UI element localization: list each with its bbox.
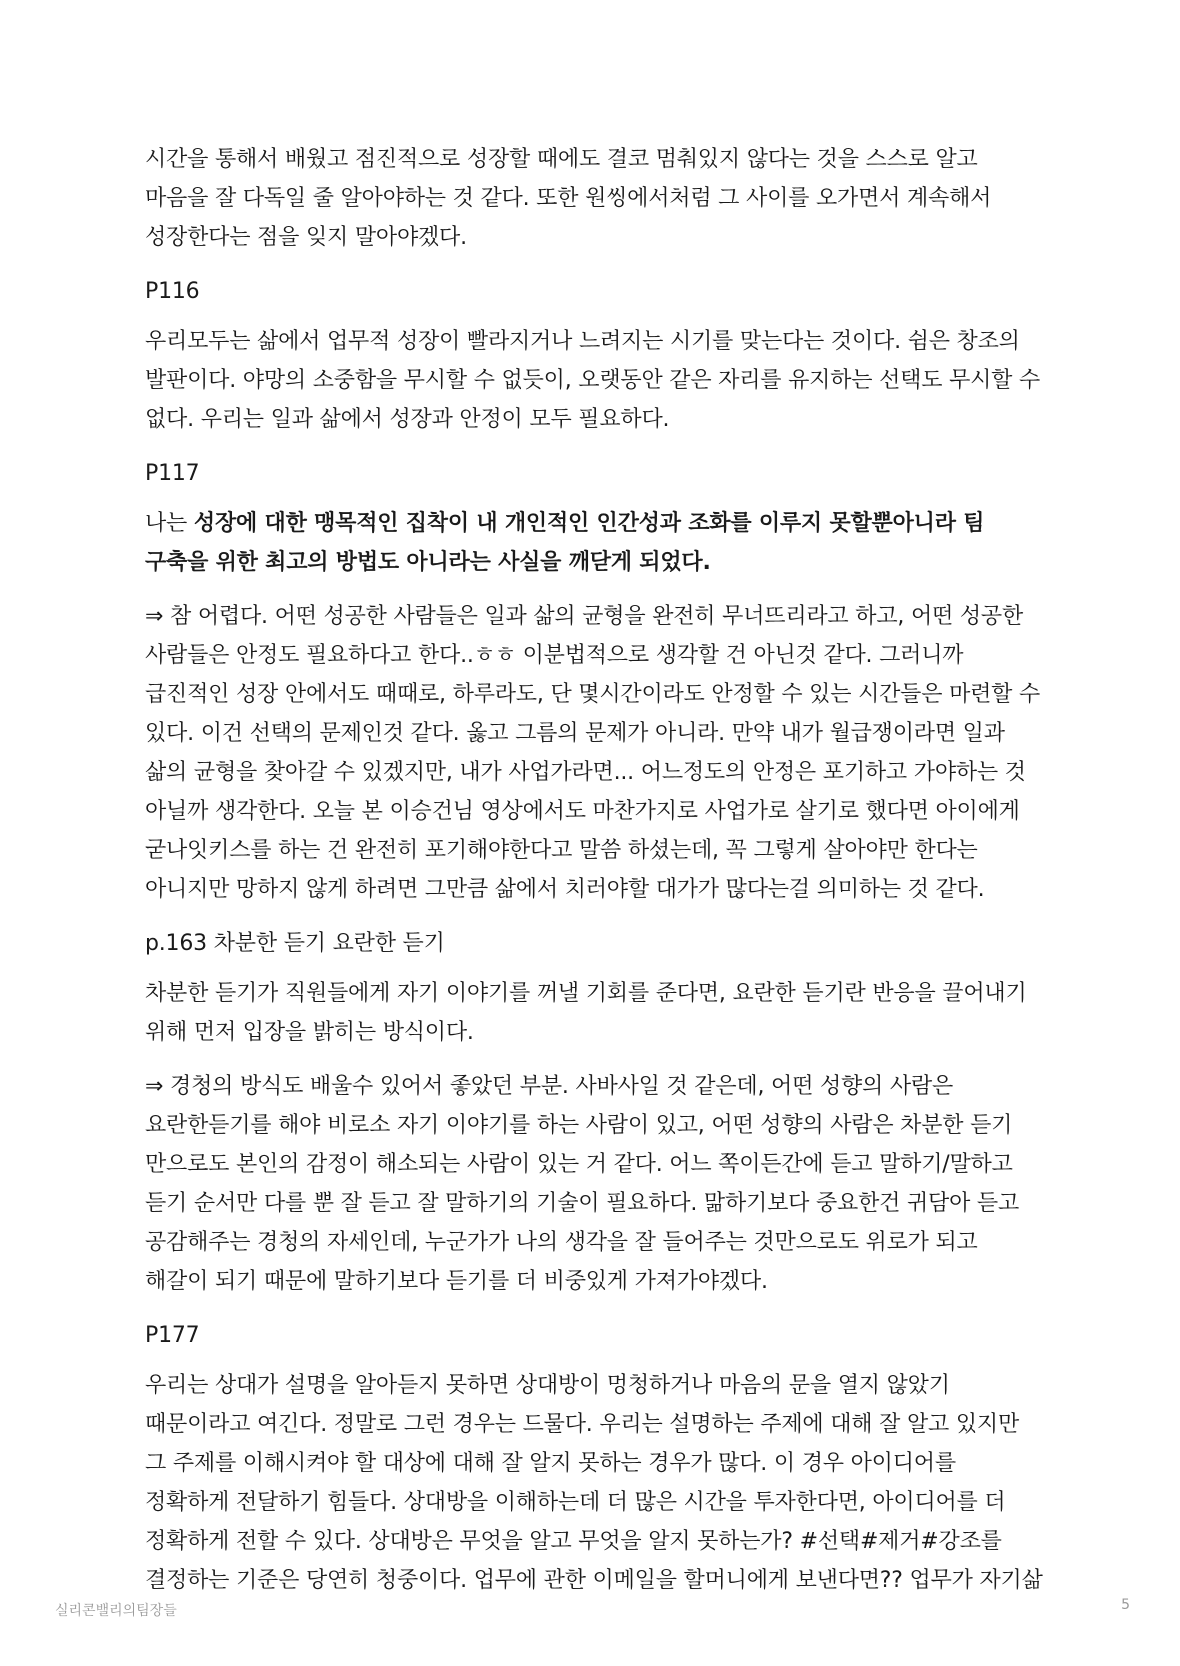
quote-paragraph: 차분한 듣기가 직원들에게 자기 이야기를 꺼낼 기회를 준다면, 요란한 듣기란 반응을 끌어내기 위해 먼저 입장을 밝히는 방식이다. bbox=[145, 981, 1027, 1045]
footer-book-title: 실리콘밸리의팀장들 bbox=[55, 1603, 177, 1619]
reflection-paragraph: ⇒ 참 어렵다. 어떤 성공한 사람들은 일과 삶의 균형을 완전히 무너뜨리라고 하고, 어떤 성공한 사람들은 안정도 필요하다고 한다..ㅎㅎ 이분법적으로 생각할 건 아닌것 같다. 그러니까 급진적인 성장 안에서도 때때로, 하루라도, 단 몇시간이라도 안정할 수 있는 시간들은 마련할 수 있다. 이건 선택의 문제인것 같다. 옳고 그름의 문제가 아니라. 만약 내가 월급쟁이라면 일과 삶의 균형을 찾아갈 수 있겠지만, 내가 사업가라면... 어느정도의 안정은 포기하고 가야하는 것 아닐까 생각한다. 오늘 본 이승건님 영상에서도 마찬가지로 사업가로 살기로 했다면 아이에게 굳나잇키스를 하는 건 완전히 포기해야한다고 말씀 하셨는데, 꼭 그렇게 살아야만 한다는 아니지만 망하지 않게 하려면 그만큼 삶에서 치러야할 대가가 많다는걸 의미하는 것 같다. bbox=[145, 604, 1041, 902]
paragraph: 시간을 통해서 배웠고 점진적으로 성장할 때에도 결코 멈춰있지 않다는 것을 스스로 알고 마음을 잘 다독일 줄 알아야하는 것 같다. 또한 원씽에서처럼 그 사이를 오가면서 계속해서 성장한다는 점을 잊지 말아야겠다. bbox=[145, 147, 992, 250]
page-reference-heading: p.163 차분한 듣기 요란한 듣기 bbox=[145, 931, 445, 956]
bold-quote: 성장에 대한 맹목적인 집착이 내 개인적인 인간성과 조화를 이루지 못할뿐아니라 팀 구축을 위한 최고의 방법도 아니라는 사실을 깨닫게 되었다. bbox=[145, 511, 985, 575]
quote-prefix: 나는 bbox=[145, 511, 194, 536]
document-body bbox=[145, 140, 1045, 1615]
reflection-paragraph: ⇒ 경청의 방식도 배울수 있어서 좋았던 부분. 사바사일 것 같은데, 어떤 성향의 사람은 요란한듣기를 해야 비로소 자기 이야기를 하는 사람이 있고, 어떤 성향의 사람은 차분한 듣기 만으로도 본인의 감정이 해소되는 사람이 있는 거 같다. 어느 쪽이든간에 듣고 말하기/말하고 듣기 순서만 다를 뿐 잘 듣고 잘 말하기의 기술이 필요하다. 맒하기보다 중요한건 귀담아 듣고 공감해주는 경청의 자세인데, 누군가가 나의 생각을 잘 들어주는 것만으로도 위로가 되고 해갈이 되기 때문에 말하기보다 듣기를 더 비중있게 가져가야겠다. bbox=[145, 1074, 1020, 1294]
quote-paragraph: 우리모두는 삶에서 업무적 성장이 빨라지거나 느려지는 시기를 맞는다는 것이다. 쉼은 창조의 발판이다. 야망의 소중함을 무시할 수 없듯이, 오랫동안 같은 자리를 유지하는 선택도 무시할 수 없다. 우리는 일과 삶에서 성장과 안정이 모두 필요하다. bbox=[145, 329, 1041, 432]
page-reference-heading: P116 bbox=[145, 279, 200, 304]
page-reference-heading: P177 bbox=[145, 1323, 200, 1348]
page-reference-heading: P117 bbox=[145, 461, 200, 486]
quote-paragraph: 우리는 상대가 설명을 알아듣지 못하면 상대방이 멍청하거나 마음의 문을 열지 않았기 때문이라고 여긴다. 정말로 그런 경우는 드물다. 우리는 설명하는 주제에 대해 잘 알고 있지만 그 주제를 이해시켜야 할 대상에 대해 잘 알지 못하는 경우가 많다. 이 경우 아이디어를 정확하게 전달하기 힘들다. 상대방을 이해하는데 더 많은 시간을 투자한다면, 아이디어를 더 정확하게 전할 수 있다. 상대방은 무엇을 알고 무엇을 알지 못하는가? #선택#제거#강조를 결정하는 기준은 당연히 청중이다. 업무에 관한 이메일을 할머니에게 보낸다면?? 업무가 자기삶 bbox=[145, 1373, 1043, 1593]
quote-paragraph-emphasis bbox=[145, 504, 1045, 582]
footer-page-number: 5 bbox=[1121, 1597, 1130, 1613]
